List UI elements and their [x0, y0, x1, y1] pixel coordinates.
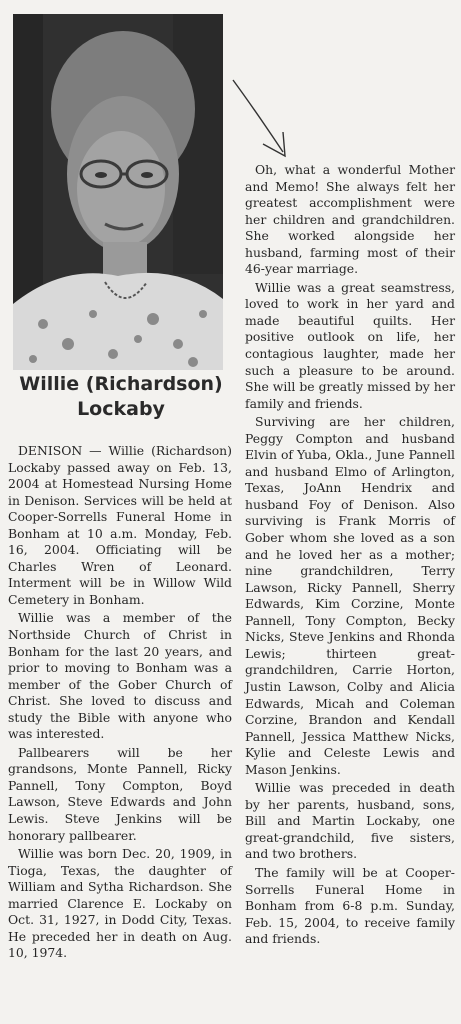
paragraph: Surviving are her children, Peggy Compton and husband Elvin of Yuba, Okla., June Pannell and husband Elmo of Arlington, Texas, JoAnn Hendrix and husband Foy of Denison. Also surviving is Frank Morris of Gober whom she loved as a son and he loved her as a mother; nine grandchildren, Terry Lawson, Ricky Pannell, Sherry Edwards, Kim Corzine, Monte Pannell, Tony Compton, Becky Nicks, Steve Jenkins and Rhonda Lewis; thirteen great-grandchildren, Carrie Horton, Justin Lawson, Colby and Alicia Edwards, Micah and Coleman Corzine, Brandon and Kendall Pannell, Jessica Matthew Nicks, Kylie and Celeste Lewis and Mason Jenkins. [245, 414, 455, 777]
obituary-name [10, 372, 232, 422]
portrait-illustration [13, 14, 223, 370]
name-line-1: Willie (Richardson) [19, 373, 223, 395]
name-line-2: Lockaby [77, 398, 165, 420]
paragraph: DENISON — Willie (Richardson) Lockaby passed away on Feb. 13, 2004 at Homestead Nursing Home in Denison. Services will be held at Cooper-Sorrells Funeral Home in Bonham at 10 a.m. Monday, Feb. 16, 2004. Officiating will be Charles Wren of Leonard. Interment will be in Willow Wild Cemetery in Bonham. [8, 443, 232, 607]
paragraph: Willie was a member of the Northside Church of Christ in Bonham for the last 20 years, and prior to moving to Bonham was a member of the Gober Church of Christ. She loved to discuss and study the Bible with anyone who was interested. [8, 610, 232, 742]
paragraph: The family will be at Cooper-Sorrells Funeral Home in Bonham from 6-8 p.m. Sunday, Feb. 15, 2004, to receive family and friends. [245, 864, 455, 947]
right-column [245, 162, 455, 950]
paragraph: Willie was preceded in death by her parents, husband, sons, Bill and Martin Lockaby, one great-grandchild, five sisters, and two brothers. [245, 780, 455, 862]
paragraph: Willie was born Dec. 20, 1909, in Tioga, Texas, the daughter of William and Sytha Richardson. She married Clarence E. Lockaby on Oct. 31, 1927, in Dodd City, Texas. He preceded her in death on Aug. 10, 1974. [8, 846, 232, 961]
left-column [8, 443, 232, 964]
paragraph: Pallbearers will be her grandsons, Monte Pannell, Ricky Pannell, Tony Compton, Boyd Lawson, Steve Edwards and John Lewis. Steve Jenkins will be honorary pallbearer. [8, 744, 232, 843]
hand-drawn-arrow-icon [225, 70, 305, 170]
paragraph: Willie was a great seamstress, loved to work in her yard and made beautiful quilts. Her positive outlook on life, her contagious laughter, made her such a pleasure to be around. She will be greatly missed by her family and friends. [245, 279, 455, 411]
paragraph: Oh, what a wonderful Mother and Memo! She always felt her greatest accomplishment were her children and grandchildren. She worked alongside her husband, farming most of their 46-year marriage. [245, 162, 455, 277]
portrait-photo [13, 14, 223, 370]
